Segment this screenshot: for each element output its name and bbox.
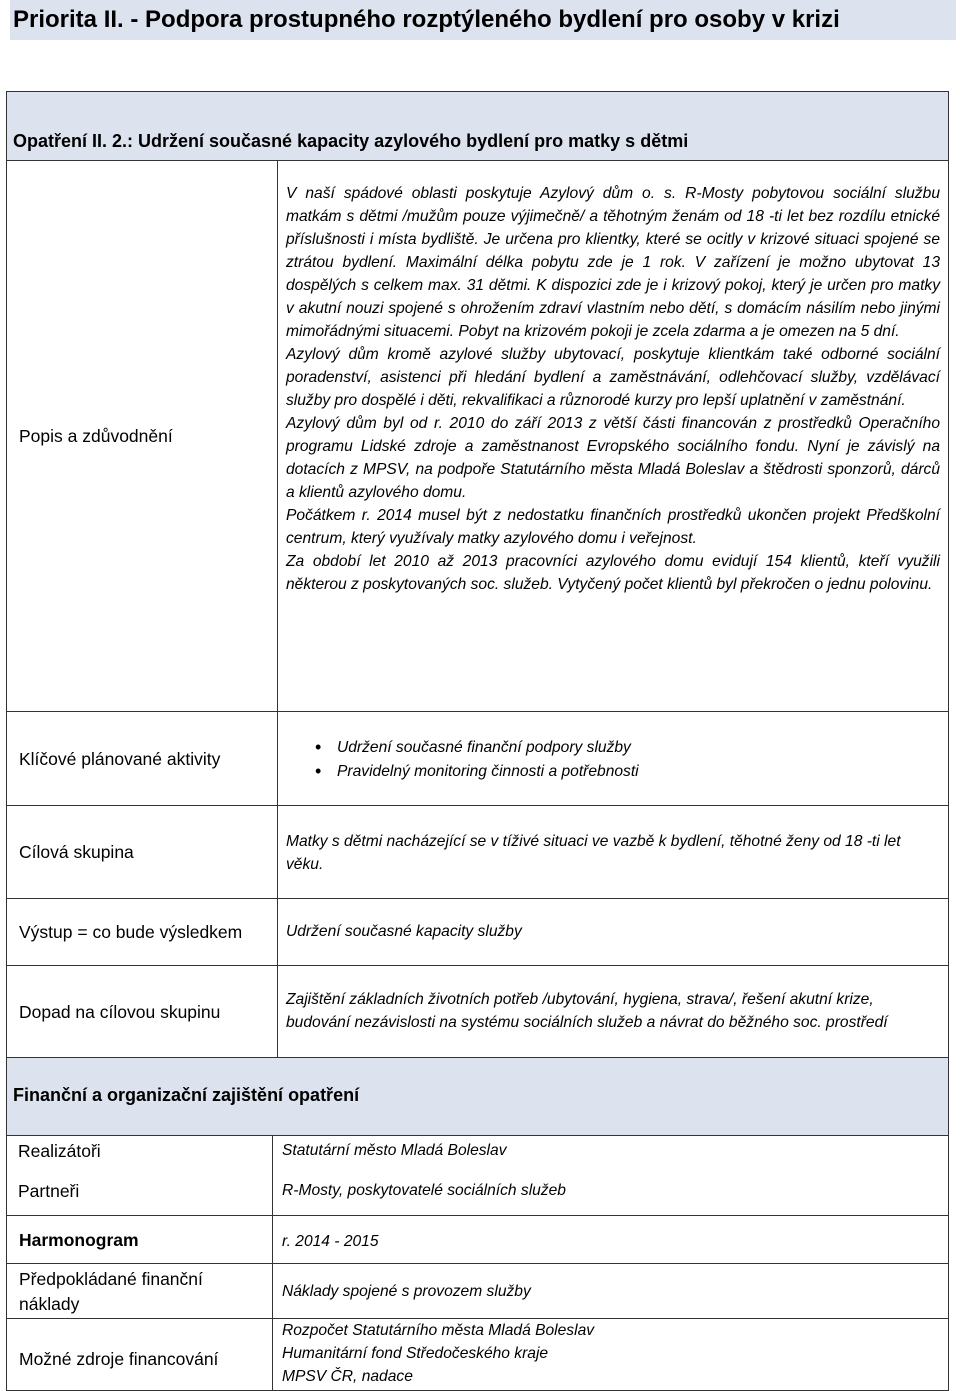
- costs-value-cell: [272, 1264, 949, 1319]
- activities-list: [301, 736, 940, 784]
- finance-heading-bar: [6, 1058, 949, 1136]
- partners-label: Partneři: [18, 1181, 80, 1201]
- sources-value: Humanitární fond Středočeského kraje: [282, 1345, 549, 1362]
- activities-value-cell: [277, 712, 949, 806]
- costs-value: Náklady spojené s provozem služby: [282, 1283, 531, 1300]
- priority-title-bar: [10, 0, 956, 40]
- output-value: Udržení současné kapacity služby: [286, 923, 522, 940]
- output-label-cell: [6, 899, 278, 966]
- activities-label-cell: [6, 712, 278, 806]
- output-label: Výstup = co bude výsledkem: [19, 922, 243, 942]
- description-label: Popis a zdůvodnění: [19, 426, 173, 446]
- costs-label: Předpokládané finanční náklady: [19, 1269, 203, 1314]
- impact-value-cell: [277, 966, 949, 1058]
- activity-item: • Pravidelný monitoring činnosti a potřebnosti: [301, 760, 940, 784]
- description-value-cell: [277, 161, 949, 712]
- measure-heading: Opatření II. 2.: Udržení současné kapacity azylového bydlení pro matky s dětmi: [13, 131, 689, 151]
- description-paragraph: Počátkem r. 2014 musel být z nedostatku finančních prostředků ukončen projekt Předškolní centrum, který využívaly matky azylového domu i veřejnost.: [286, 507, 940, 547]
- sources-label: Možné zdroje financování: [19, 1348, 219, 1369]
- activities-label: Klíčové plánované aktivity: [19, 748, 221, 769]
- activity-item: • Udržení současné finanční podpory služby: [301, 736, 940, 760]
- target-group-value: Matky s dětmi nacházející se v tíživé situaci ve vazbě k bydlení, těhotné ženy od 18 -ti let věku.: [286, 833, 901, 873]
- schedule-value-cell: [272, 1216, 949, 1264]
- impact-value: Zajištění základních životních potřeb /ubytování, hygiena, strava/, řešení akutní krize, budování nezávislosti na systému sociálních služeb a návrat do běžného soc. prostředí: [286, 991, 888, 1031]
- impact-label: Dopad na cílovou skupinu: [19, 1001, 221, 1022]
- implementers-value: Statutární město Mladá Boleslav: [282, 1142, 507, 1159]
- implementers-label: Realizátoři: [18, 1141, 101, 1161]
- schedule-label-cell: [6, 1216, 273, 1264]
- description-paragraph: V naší spádové oblasti poskytuje Azylový dům o. s. R-Mosty pobytovou sociální službu matkám s dětmi /mužům pouze výjimečně/ a těhotným ženám od 18 -ti let bez rozdílu etnické příslušnosti i místa bydliště. Je určena pro klientky, které se ocitly v krizové situaci spojené se ztrátou bydlení. Maximální délka pobytu zde je 1 rok. V zařízení je možno ubytovat 13 dospělých s celkem max. 31 dětmi. K dispozici zde je i krizový pokoj, který je určen pro matky v akutní nouzi spojené s ohrožením zdraví vlastním nebo dětí, s domácím násilím nebo jinými mimořádnými situacemi. Pobyt na krizovém pokoji je zcela zdarma a je omezen na 5 dní.: [286, 185, 940, 340]
- description-paragraph: Azylový dům byl od r. 2010 do září 2013 z větší části financován z prostředků Operačního programu Lidské zdroje a zaměstnanost Evropského sociálního fondu. Nyní je závislý na dotacích z MPSV, na podpoře Statutárního města Mladá Boleslav a štědrosti sponzorů, dárců a klientů azylového domu.: [286, 415, 940, 501]
- measure-heading-bar: [6, 91, 949, 161]
- costs-label-cell: [6, 1264, 273, 1319]
- sources-label-cell: [6, 1319, 273, 1391]
- description-label-cell: [6, 161, 278, 712]
- priority-title: Priorita II. - Podpora prostupného rozptýleného bydlení pro osoby v krizi: [13, 6, 840, 33]
- output-value-cell: [277, 899, 949, 966]
- sources-value-cell: [272, 1319, 949, 1391]
- finance-heading: Finanční a organizační zajištění opatření: [13, 1085, 360, 1105]
- sources-value: Rozpočet Statutárního města Mladá Boleslav: [282, 1322, 595, 1339]
- schedule-value: r. 2014 - 2015: [282, 1233, 379, 1250]
- schedule-label: Harmonogram: [19, 1229, 139, 1250]
- sources-value: MPSV ČR, nadace: [282, 1368, 413, 1385]
- partners-value: R-Mosty, poskytovatelé sociálních služeb: [282, 1182, 566, 1199]
- impact-label-cell: [6, 966, 278, 1058]
- description-paragraph: Azylový dům kromě azylové služby ubytovací, poskytuje klientkám také odborné sociální poradenství, asistenci při hledání bydlení a zaměstnávání, odlehčovací služby, vzdělávací služby pro dospělé i děti, rekvalifikaci a různorodé kurzy pro lepší uplatnění v zaměstnání.: [286, 346, 940, 409]
- target-group-label-cell: [6, 806, 278, 899]
- target-group-label: Cílová skupina: [19, 842, 134, 862]
- target-group-value-cell: [277, 806, 949, 899]
- description-paragraph: Za období let 2010 až 2013 pracovníci azylového domu evidují 154 klientů, kteří využili některou z poskytovaných soc. služeb. Vytyčený počet klientů byl překročen o jednu polovinu.: [286, 553, 940, 593]
